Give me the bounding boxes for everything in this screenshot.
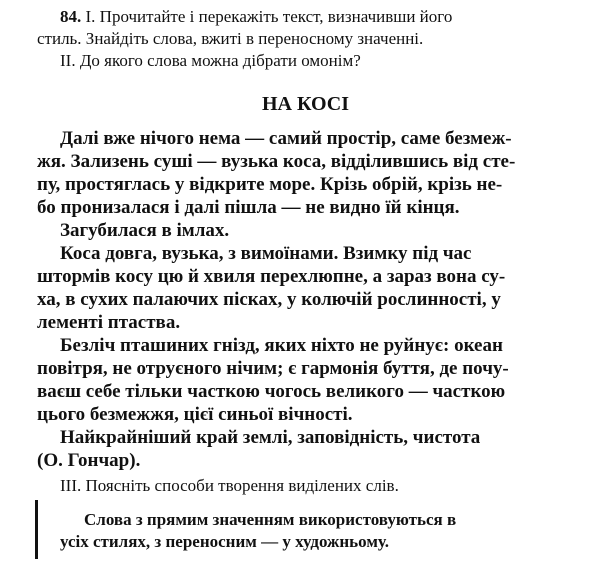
text-title: НА КОСІ (262, 93, 350, 115)
note-line-2: усіх стилях, з переносним — у художньому. (60, 532, 389, 551)
paragraph-4-line-4: цього безмежжя, цієї синьої вічності. (37, 404, 353, 425)
paragraph-1-line-2: жя. Зализень суші — вузька коса, відділившись від сте- (37, 151, 516, 172)
paragraph-1-line-1: Далі вже нічого нема — самий простір, саме безмеж- (60, 128, 512, 149)
exercise-task-1-line-1 (60, 7, 452, 27)
paragraph-3-line-2: штормів косу цю й хвиля перехлюпне, а зараз вона су- (37, 266, 506, 287)
paragraph-2-line-1: Загубилася в імлах. (60, 220, 230, 241)
paragraph-1-line-4: бо пронизалася і далі пішла — не видно їй кінця. (37, 197, 460, 218)
exercise-task-1-text: I. Прочитайте і перекажіть текст, визначивши його (85, 7, 453, 26)
paragraph-3-line-4: лементі птаства. (37, 312, 181, 333)
exercise-task-3: III. Поясніть способи творення виділених слів. (60, 476, 399, 495)
note-margin-bar (35, 500, 38, 559)
paragraph-5-line-1: Найкрайніший край землі, заповідність, чистота (60, 427, 481, 448)
paragraph-4-line-1: Безліч пташиних гнізд, яких ніхто не руйнує: океан (60, 335, 503, 356)
exercise-task-1-line-2: стиль. Знайдіть слова, вжиті в переносному значенні. (37, 29, 424, 48)
paragraph-5-line-2: (О. Гончар). (37, 450, 141, 471)
paragraph-3-line-3: ха, в сухих палаючих пісках, у колючій рослинності, у (37, 289, 501, 310)
paragraph-4-line-3: ваєш себе тільки часткою чогось великого — часткою (37, 381, 506, 402)
note-line-1: Слова з прямим значенням використовуються в (84, 510, 457, 529)
exercise-number: 84. (60, 7, 82, 26)
paragraph-1-line-3: пу, простяглась у відкрите море. Крізь обрій, крізь не- (37, 174, 503, 195)
paragraph-4-line-2: повітря, не отруєного нічим; є гармонія буття, де почу- (37, 358, 509, 379)
exercise-task-2: II. До якого слова можна дібрати омонім? (60, 51, 361, 70)
paragraph-3-line-1: Коса довга, вузька, з вимоїнами. Взимку під час (60, 243, 472, 264)
